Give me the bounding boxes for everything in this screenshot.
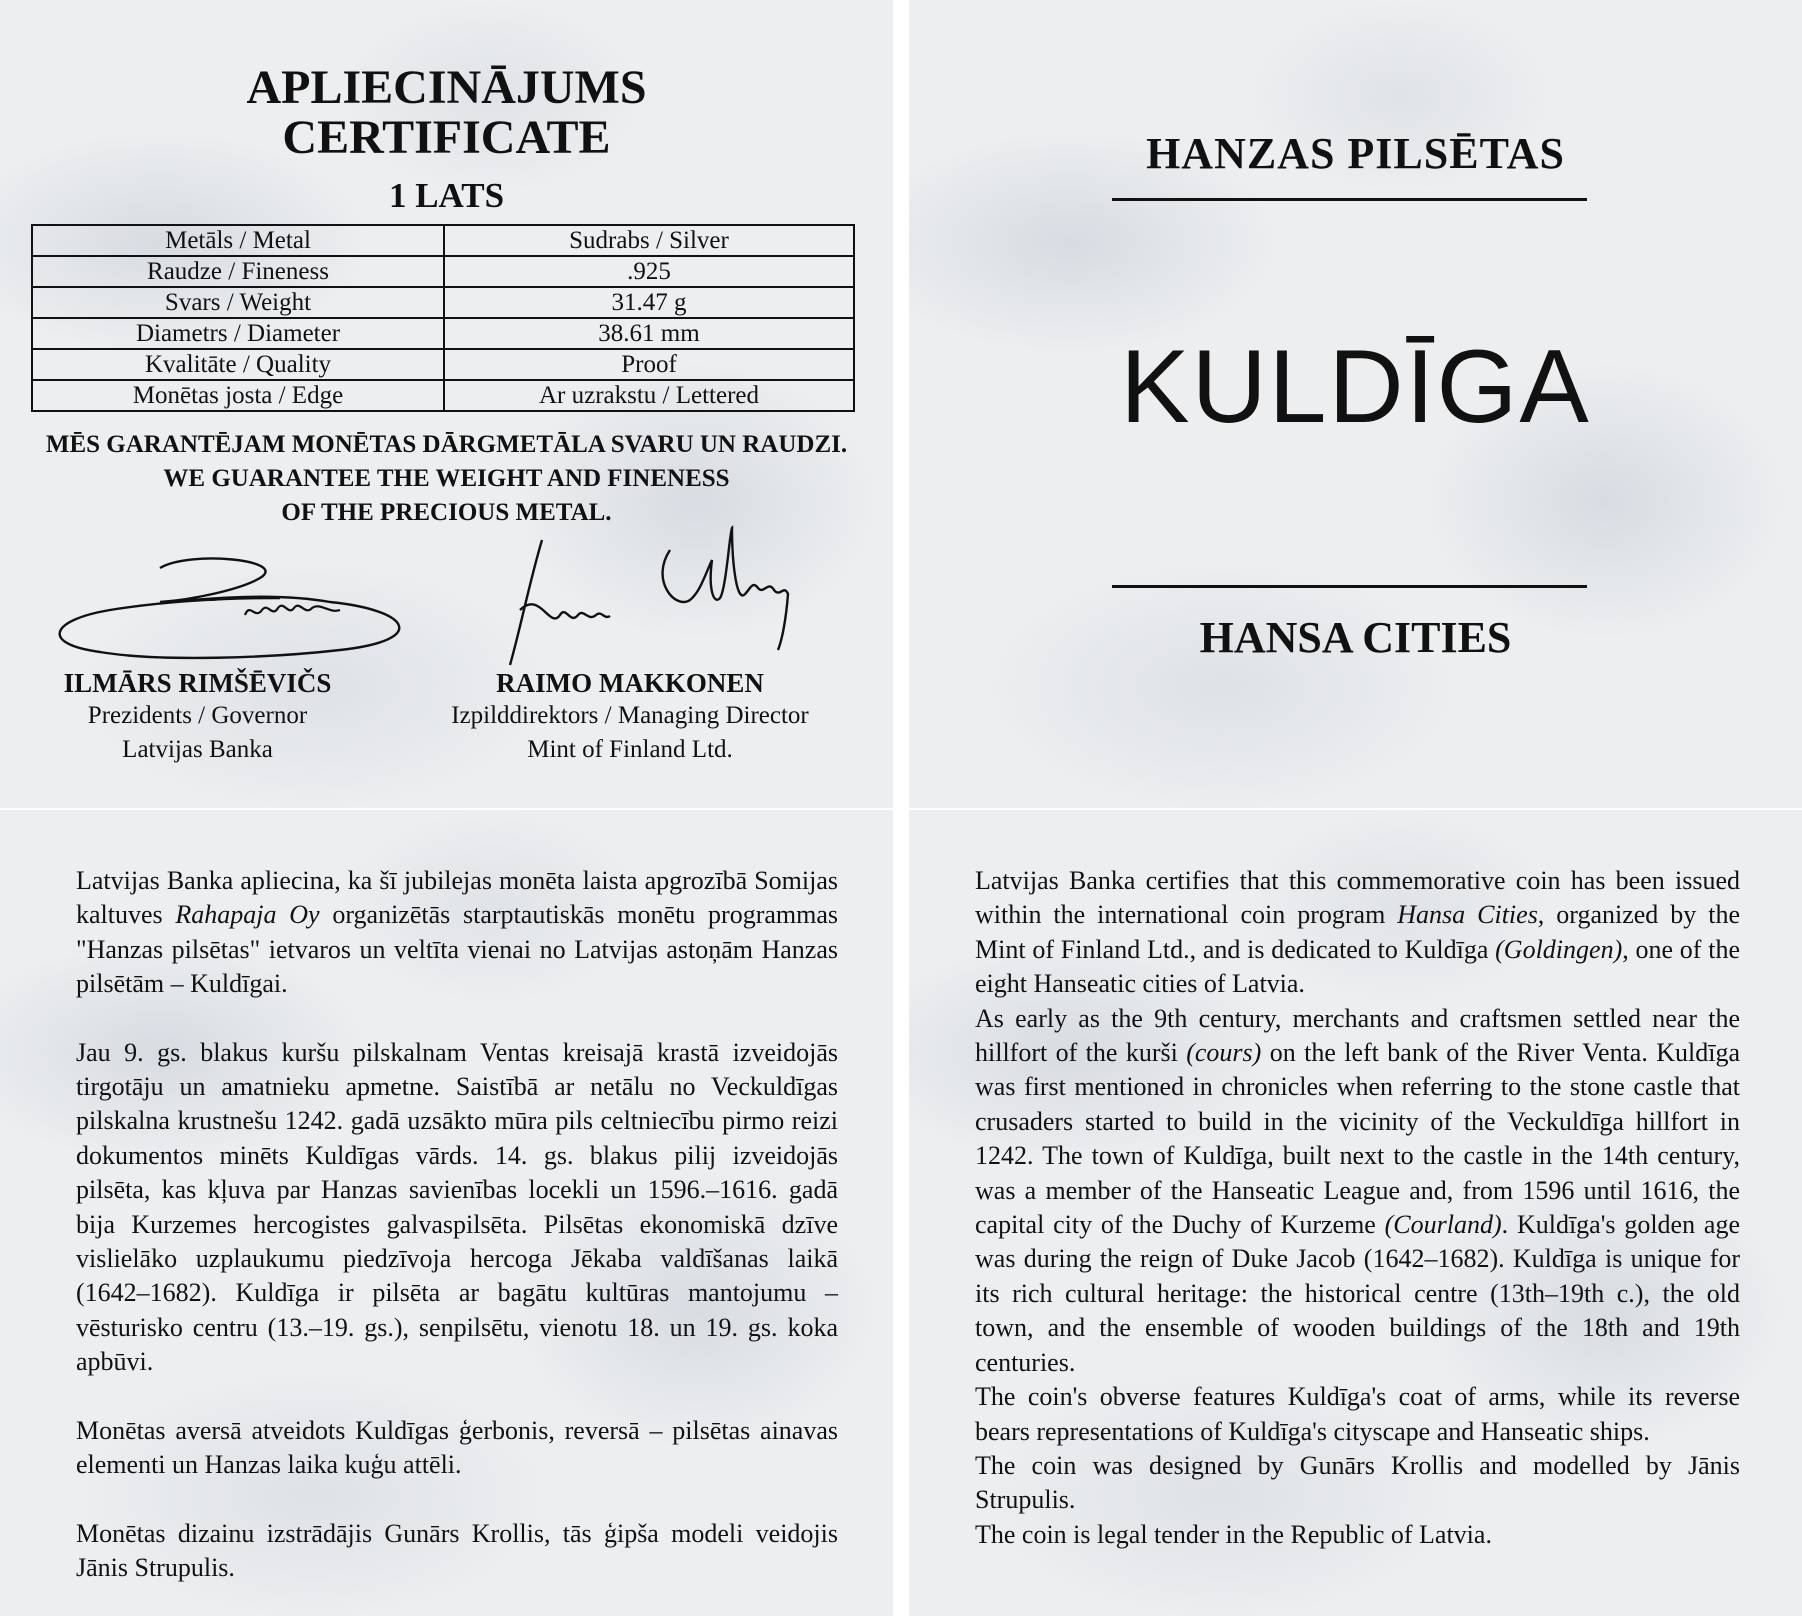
signature-rimsevics-icon <box>40 540 420 665</box>
city-title: KULDĪGA <box>1120 329 1591 445</box>
latvian-text <box>76 864 838 1585</box>
guarantee-lv: MĒS GARANTĒJAM MONĒTAS DĀRGMETĀLA SVARU UN RAUDZI. <box>45 431 848 458</box>
lv-paragraph-4: Monētas dizainu izstrādājis Gunārs Krollis, tās ģipša modeli veidojis Jānis Strupulis. <box>76 1518 838 1582</box>
en-paragraph-5: The coin is legal tender in the Republic of Latvia. <box>975 1519 1492 1549</box>
en-p2-text-mid: on the left bank of the River Venta. Kuldīga was first mentioned in chronicles when referring to the stone castle that crusaders started to build in the vicinity of the Veckuldīga hillfort in 1242. The town of Kuldīga, built next to the castle in the 14th century, was a member of the Hanseatic League and, from 1596 until 1616, the capital city of the Duchy of Kurzeme <box>975 1038 1740 1240</box>
divider-top <box>1112 198 1587 201</box>
signatory-2-org: Mint of Finland Ltd. <box>527 736 733 763</box>
lv-paragraph-3: Monētas aversā atveidots Kuldīgas ģerbonis, reversā – pilsētas ainavas elementi un Hanzas laika kuģu attēli. <box>76 1415 838 1480</box>
lv-p1-text-end: organizētās starptautiskās monētu programmas "Hanzas pilsētas" ietvaros un veltīta vienai no Latvijas astoņām Hanzas pilsētām – Kuldīgai. <box>76 900 839 999</box>
lv-paragraph-2: Jau 9. gs. blakus kuršu pilskalnam Ventas kreisajā krastā izveidojās tirgotāju un amatnieku apmetne. Saistībā ar netālu no Veckuldīgas pilskalna krustnešu 1242. gadā uzsākto mūra pils celtniecību pirmo reizi dokumentos minēts Kuldīgas vārds. 14. gs. blakus pilij izveidojās pilsēta, kas kļuva par Hanzas savienības locekli un 1596.–1616. gadā bija Kurzemes hercogistes galvaspilsēta. Pilsētas ekonomiskā dzīve vislielāko uzplaukumu piedzīvoja hercoga Jēkaba valdīšanas laikā (1642–1682). Kuldīga ir pilsēta ar bagātu kultūras mantojumu – vēsturisko centru (13.–19. gs.), senpilsētu, vienotu 18. un 19. gs. koka apbūvi. <box>76 1037 838 1377</box>
certificate-panel <box>0 0 893 808</box>
specification-table <box>31 224 855 412</box>
table-row <box>32 256 854 287</box>
table-row <box>32 225 854 256</box>
signatory-2-role: Izpilddirektors / Managing Director <box>451 702 809 729</box>
en-p1-text: Latvijas Banka certifies that this commemorative coin has been issued within the international coin program <box>975 866 1740 930</box>
signatory-1-org: Latvijas Banka <box>122 736 273 763</box>
spec-label: Raudze / Fineness <box>32 256 444 287</box>
cover-panel <box>909 0 1802 808</box>
spec-label: Metāls / Metal <box>32 225 444 256</box>
guarantee-en-line-1: WE GUARANTEE THE WEIGHT AND FINENESS <box>163 465 730 492</box>
signatory-1 <box>0 668 395 767</box>
signatory-2-name: RAIMO MAKKONEN <box>496 668 764 698</box>
divider-bottom <box>1112 585 1587 588</box>
english-text <box>975 864 1740 1552</box>
lv-p1-text: Latvijas Banka apliecina, ka šī jubilejas monēta laista apgrozībā Somijas kaltuves <box>76 866 838 930</box>
table-row <box>32 287 854 318</box>
table-row <box>32 318 854 349</box>
spec-label: Svars / Weight <box>32 287 444 318</box>
en-p2-text: As early as the 9th century, merchants and craftsmen settled near the hillfort of the kurši <box>975 1003 1740 1068</box>
spec-value: 31.47 g <box>444 287 854 318</box>
lv-p1-italic: Rahapaja Oy <box>175 900 320 930</box>
latvian-text-panel <box>0 810 893 1616</box>
spec-label: Kvalitāte / Quality <box>32 349 444 380</box>
certificate-title-lv: APLIECINĀJUMS <box>246 61 647 114</box>
en-paragraph-2 <box>975 1002 1740 1380</box>
series-title-lv: HANZAS PILSĒTAS <box>1146 129 1565 178</box>
en-p2-italic-1: (cours) <box>1186 1038 1262 1068</box>
english-text-panel <box>909 810 1802 1616</box>
spec-value: Proof <box>444 349 854 380</box>
en-p1-text-mid: organized by the Mint of Finland Ltd., and is dedicated to Kuldīga <box>975 900 1740 964</box>
table-row <box>32 349 854 380</box>
spec-label: Diametrs / Diameter <box>32 318 444 349</box>
denomination: 1 LATS <box>388 176 505 215</box>
spec-value: Ar uzrakstu / Lettered <box>444 380 854 411</box>
lv-paragraph-1 <box>76 864 838 1002</box>
en-p2-text-end: . Kuldīga's golden age was during the reign of Duke Jacob (1642–1682). Kuldīga is unique for its rich cultural heritage: the historical centre (13th–19th c.), the old town, and the ensemble of wooden buildings of the 18th and 19th centuries. <box>975 1210 1740 1377</box>
en-paragraph-3: The coin's obverse features Kuldīga's coat of arms, while its reverse bears representations of Kuldīga's cityscape and Hanseatic ships. <box>975 1382 1740 1446</box>
en-paragraph-4: The coin was designed by Gunārs Krollis and modelled by Jānis Strupulis. <box>975 1450 1740 1515</box>
en-p1-italic-1: Hansa Cities, <box>1397 900 1545 930</box>
en-p2-italic-2: (Courland) <box>1384 1210 1502 1240</box>
table-row <box>32 380 854 411</box>
certificate-title-en: CERTIFICATE <box>282 111 611 164</box>
spec-value: .925 <box>444 256 854 287</box>
spec-label: Monētas josta / Edge <box>32 380 444 411</box>
signatory-2 <box>430 668 830 767</box>
series-title-en: HANSA CITIES <box>1199 613 1512 662</box>
en-paragraph-1 <box>975 864 1740 1002</box>
signatory-1-role: Prezidents / Governor <box>87 702 308 729</box>
spec-value: Sudrabs / Silver <box>444 225 854 256</box>
signature-makkonen-icon <box>500 520 800 670</box>
en-p1-italic-2: (Goldingen) <box>1495 934 1623 964</box>
spec-value: 38.61 mm <box>444 318 854 349</box>
en-p1-text-end: , one of the eight Hanseatic cities of Latvia. <box>975 934 1740 999</box>
signatory-1-name: ILMĀRS RIMŠĒVIČS <box>63 668 332 698</box>
guarantee-en-line-2: OF THE PRECIOUS METAL. <box>281 499 612 526</box>
